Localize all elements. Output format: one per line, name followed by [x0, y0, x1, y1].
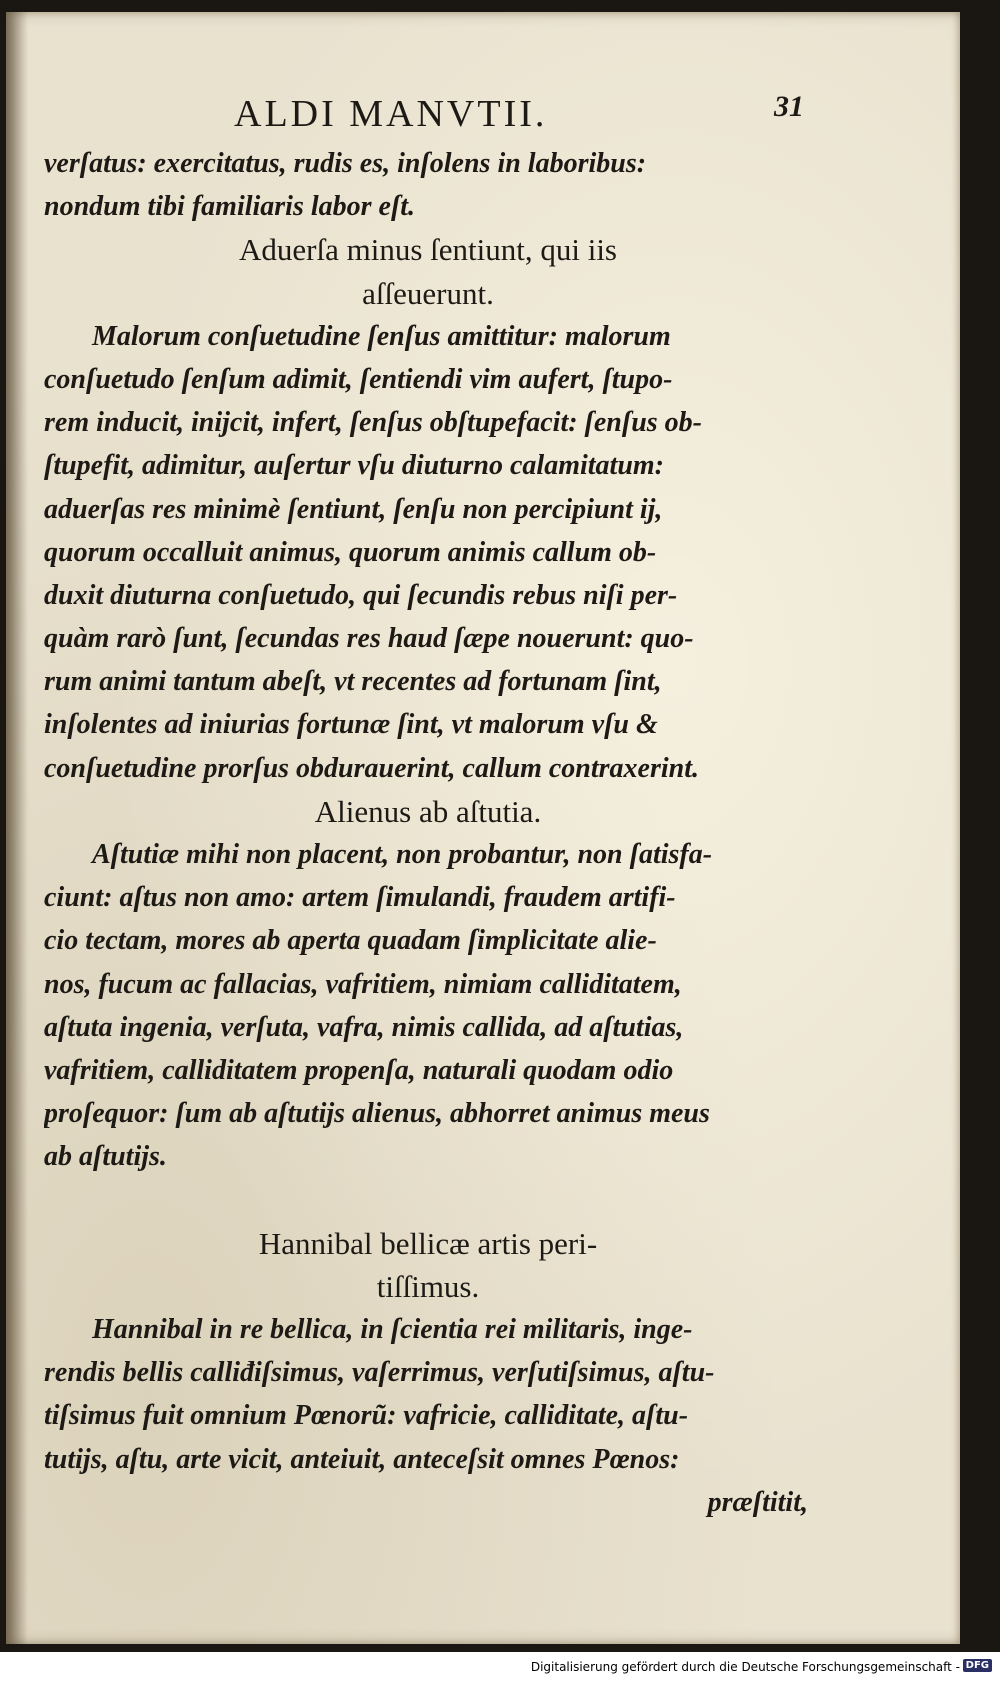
- running-head: [44, 86, 812, 142]
- text-line: præſtitit,: [707, 1486, 808, 1518]
- text-line: aduerſas res minimè ſentiunt, ſenſu non percipiunt ij,: [44, 493, 663, 525]
- text-line: rendis bellis calliđiſsimus, vaſerrimus, verſutiſsimus, aſtu-: [44, 1357, 715, 1389]
- text-line: duxit diuturna conſuetudo, qui ſecundis rebus niſi per-: [44, 579, 678, 611]
- text-line: rem inducit, inijcit, infert, ſenſus obſtupefacit: ſenſus ob-: [44, 407, 702, 439]
- section-heading: aſſeuerunt.: [362, 275, 494, 311]
- running-title: ALDI MANVTII.: [234, 93, 548, 135]
- section-heading: Aduerſa minus ſentiunt, qui iis: [239, 232, 617, 268]
- text-line: rum animi tantum abeſt, vt recentes ad fortunam ſint,: [44, 666, 662, 698]
- text-line: ciunt: aſtus non amo: artem ſimulandi, fraudem artifi-: [44, 882, 676, 914]
- text-line: verſatus: exercitatus, rudis es, inſolens in laboribus:: [44, 148, 647, 179]
- page-number: 31: [774, 90, 804, 123]
- text-line: Hannibal in re bellica, in ſcientia rei militaris, inge-: [92, 1314, 693, 1346]
- text-line: nondum tibi familiaris labor eſt.: [44, 191, 416, 223]
- dfg-logo: DFG: [963, 1659, 992, 1672]
- text-line: Malorum conſuetudine ſenſus amittitur: malorum: [92, 320, 671, 352]
- text-line: conſuetudo ſenſum adimit, ſentiendi vim aufert, ſtupo-: [44, 363, 673, 395]
- text-line: Aſtutiæ mihi non placent, non probantur, non ſatisfa-: [92, 839, 713, 870]
- page-gutter-shadow: [6, 12, 28, 1644]
- text-line: tutijs, aſtu, arte vicit, anteiuit, anteceſsit omnes Pœnos:: [44, 1443, 680, 1475]
- text-line: nos, fucum ac fallacias, vafritiem, nimiam calliditatem,: [44, 968, 682, 1000]
- page-text-block: [44, 86, 812, 1524]
- text-lines: [44, 142, 812, 1524]
- section-heading: tiſſimus.: [376, 1268, 480, 1304]
- text-line: conſuetudine prorſus obdurauerint, callum contraxerint.: [44, 752, 700, 784]
- text-line: cio tectam, mores ab aperta quadam ſimplicitate alie-: [44, 925, 657, 957]
- text-line: vafritiem, calliditatem propenſa, naturali quodam odio: [44, 1054, 674, 1086]
- text-line: ſtupefit, adimitur, auſertur vſu diuturno calamitatum:: [44, 450, 664, 482]
- text-line: quàm rarò ſunt, ſecundas res haud ſæpe nouerunt: quo-: [44, 623, 694, 655]
- text-line: inſolentes ad iniurias fortunæ ſint, vt malorum vſu &: [44, 709, 658, 741]
- text-line: quorum occalluit animus, quorum animis callum ob-: [44, 536, 657, 568]
- text-line: aſtuta ingenia, verſuta, vafra, nimis callida, ad aſtutias,: [44, 1011, 684, 1043]
- text-line: tiſsimus fuit omnium Pœnorũ: vafricie, calliditate, aſtu-: [44, 1400, 689, 1432]
- text-line: proſequor: ſum ab aſtutijs alienus, abhorret animus meus: [44, 1098, 710, 1130]
- line-spacer: [44, 1179, 812, 1222]
- text-line: ab aſtutijs.: [44, 1141, 167, 1173]
- digitization-footer: [0, 1652, 1000, 1682]
- section-heading: Hannibal bellicæ artis peri-: [258, 1225, 598, 1261]
- funding-credit: Digitalisierung gefördert durch die Deutsche Forschungsgemeinschaft -: [530, 1660, 960, 1674]
- section-heading: Alienus ab aſtutia.: [314, 793, 542, 829]
